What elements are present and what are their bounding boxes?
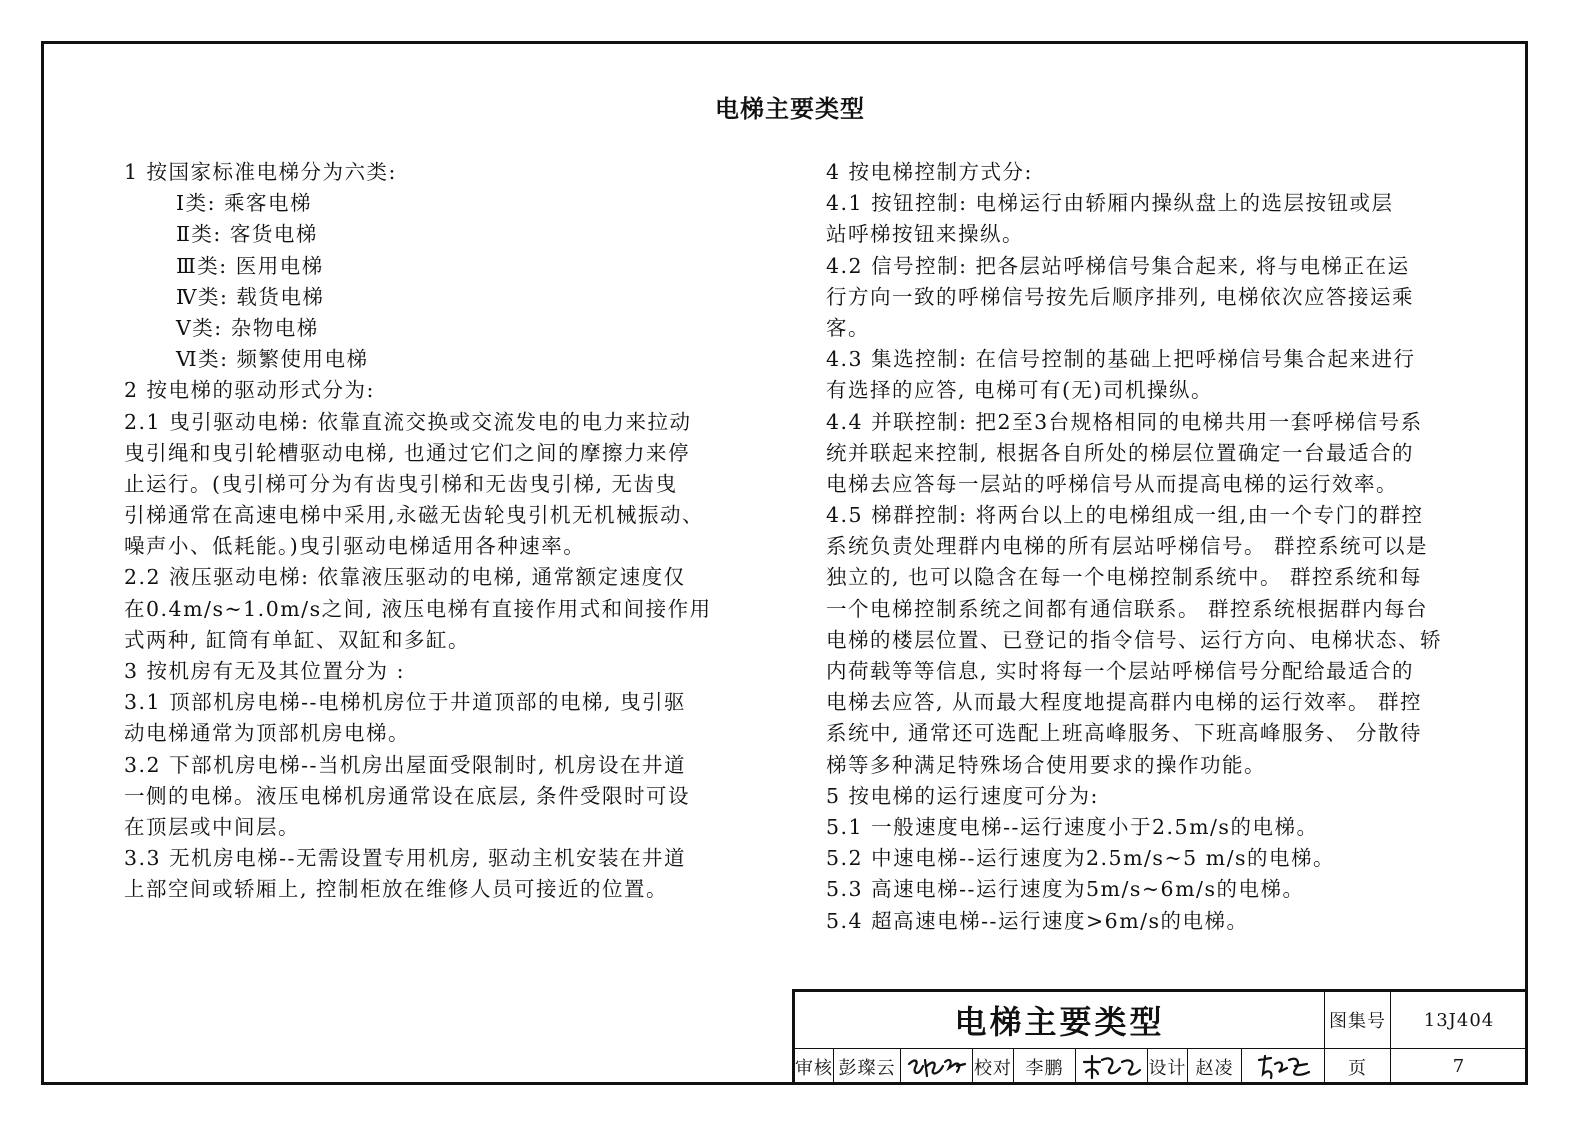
section-heading: 2 按电梯的驱动形式分为:: [124, 378, 375, 403]
paragraph-line: 电梯去应答每一层站的呼梯信号从而提高电梯的运行效率。: [826, 471, 1398, 496]
list-item: Ⅲ类: 医用电梯: [176, 253, 324, 278]
paragraph-line: 3.2 下部机房电梯--当机房出屋面受限制时, 机房设在井道: [124, 752, 687, 777]
signature-image: [1080, 1052, 1144, 1082]
paragraph-line: 4.3 集选控制: 在信号控制的基础上把呼梯信号集合起来进行: [826, 347, 1416, 372]
section-heading: 1 按国家标准电梯分为六类:: [124, 160, 397, 184]
designer-name: 赵凌: [1195, 1057, 1234, 1079]
list-item: Ⅱ类: 客货电梯: [176, 222, 318, 247]
section-heading: 4 按电梯控制方式分:: [826, 160, 1033, 184]
review-label: 审核: [795, 1057, 833, 1079]
paragraph-line: 5.2 中速电梯--运行速度为2.5m/s~5 m/s的电梯。: [826, 846, 1336, 871]
paragraph-line: 5.1 一般速度电梯--运行速度小于2.5m/s的电梯。: [826, 814, 1319, 839]
paragraph-line: 系统中, 通常还可选配上班高峰服务、下班高峰服务、 分散待: [826, 721, 1423, 746]
paragraph-line: 曳引绳和曳引轮槽驱动电梯, 也通过它们之间的摩擦力来停: [124, 440, 691, 465]
paragraph-line: 系统负责处理群内电梯的所有层站呼梯信号。 群控系统可以是: [826, 534, 1429, 559]
paragraph-line: 在顶层或中间层。: [124, 814, 300, 839]
atlas-number-label: 图集号: [1329, 1011, 1386, 1032]
paragraph-line: 独立的, 也可以隐含在每一个电梯控制系统中。 群控系统和每: [826, 565, 1423, 590]
paragraph-line: 式两种, 缸筒有单缸、双缸和多缸。: [124, 627, 471, 652]
paragraph-line: 4.2 信号控制: 把各层站呼梯信号集合起来, 将与电梯正在运: [826, 253, 1410, 278]
paragraph-line: 5.4 超高速电梯--运行速度>6m/s的电梯。: [826, 908, 1249, 933]
page-number: 7: [1452, 1056, 1466, 1077]
paragraph-line: 噪声小、低耗能。)曳引驱动电梯适用各种速率。: [124, 534, 586, 559]
paragraph-line: 2.2 液压驱动电梯: 依靠液压驱动的电梯, 通常额定速度仅: [124, 565, 686, 590]
paragraph-line: 引梯通常在高速电梯中采用,永磁无齿轮曳引机无机械振动、: [124, 503, 705, 528]
paragraph-line: 站呼梯按钮来操纵。: [826, 222, 1024, 247]
right-column: [826, 157, 1446, 937]
section-heading: 3 按机房有无及其位置分为 :: [124, 659, 405, 683]
list-item: Ⅳ类: 载货电梯: [176, 284, 325, 309]
list-item: Ⅴ类: 杂物电梯: [176, 315, 319, 340]
design-label: 设计: [1148, 1057, 1187, 1079]
page-label: 页: [1348, 1057, 1367, 1079]
reviewer-signature: [901, 1049, 972, 1084]
checker-signature: [1076, 1049, 1147, 1084]
paragraph-line: 统并联起来控制, 根据各自所处的梯层位置确定一台最适合的: [826, 440, 1415, 465]
paragraph-line: 4.5 梯群控制: 将两台以上的电梯组成一组,由一个专门的群控: [826, 503, 1424, 528]
paragraph-line: 动电梯通常为顶部机房电梯。: [124, 721, 410, 746]
paragraph-line: 电梯去应答, 从而最大程度地提高群内电梯的运行效率。 群控: [826, 690, 1423, 715]
paragraph-line: 5.3 高速电梯--运行速度为5m/s~6m/s的电梯。: [826, 877, 1305, 902]
title-block: [792, 989, 1527, 1084]
paragraph-line: 一侧的电梯。液压电梯机房通常设在底层, 条件受限时可设: [124, 783, 691, 808]
paragraph-line: 一个电梯控制系统之间都有通信联系。 群控系统根据群内每台: [826, 596, 1429, 621]
paragraph-line: 上部空间或轿厢上, 控制柜放在维修人员可接近的位置。: [124, 877, 669, 902]
paragraph-line: 2.1 曳引驱动电梯: 依靠直流交换或交流发电的电力来拉动: [124, 409, 692, 434]
paragraph-line: 4.4 并联控制: 把2至3台规格相同的电梯共用一套呼梯信号系: [826, 409, 1423, 434]
checker-name: 李鹏: [1025, 1057, 1064, 1079]
check-label: 校对: [974, 1057, 1012, 1079]
atlas-number: 13J404: [1423, 1009, 1495, 1031]
signature-image: [905, 1052, 969, 1082]
reviewer-name: 彭璨云: [838, 1057, 896, 1079]
paragraph-line: 客。: [826, 315, 870, 340]
paragraph-line: 电梯的楼层位置、已登记的指令信号、运行方向、电梯状态、轿: [826, 627, 1442, 652]
signature-image: [1251, 1052, 1315, 1082]
paragraph-line: 止运行。(曳引梯可分为有齿曳引梯和无齿曳引梯, 无齿曳: [124, 471, 678, 496]
paragraph-line: 3.1 顶部机房电梯--电梯机房位于井道顶部的电梯, 曳引驱: [124, 690, 687, 715]
paragraph-line: 行方向一致的呼梯信号按先后顺序排列, 电梯依次应答接运乘: [826, 284, 1415, 309]
paragraph-line: 在0.4m/s~1.0m/s之间, 液压电梯有直接作用式和间接作用: [124, 596, 712, 621]
page-title: 电梯主要类型: [715, 95, 865, 123]
paragraph-line: 内荷载等等信息, 实时将每一个层站呼梯信号分配给最适合的: [826, 659, 1415, 683]
paragraph-line: 3.3 无机房电梯--无需设置专用机房, 驱动主机安装在井道: [124, 846, 687, 871]
title-block-title: 电梯主要类型: [954, 1003, 1165, 1041]
section-heading: 5 按电梯的运行速度可分为:: [826, 783, 1099, 808]
list-item: Ⅵ类: 频繁使用电梯: [176, 347, 369, 372]
paragraph-line: 梯等多种满足特殊场合使用要求的操作功能。: [826, 752, 1266, 777]
designer-signature: [1242, 1049, 1324, 1084]
paragraph-line: 有选择的应答, 电梯可有(无)司机操纵。: [826, 378, 1214, 403]
list-item: Ⅰ类: 乘客电梯: [176, 191, 313, 216]
paragraph-line: 4.1 按钮控制: 电梯运行由轿厢内操纵盘上的选层按钮或层: [826, 191, 1394, 216]
left-column: [124, 157, 744, 906]
